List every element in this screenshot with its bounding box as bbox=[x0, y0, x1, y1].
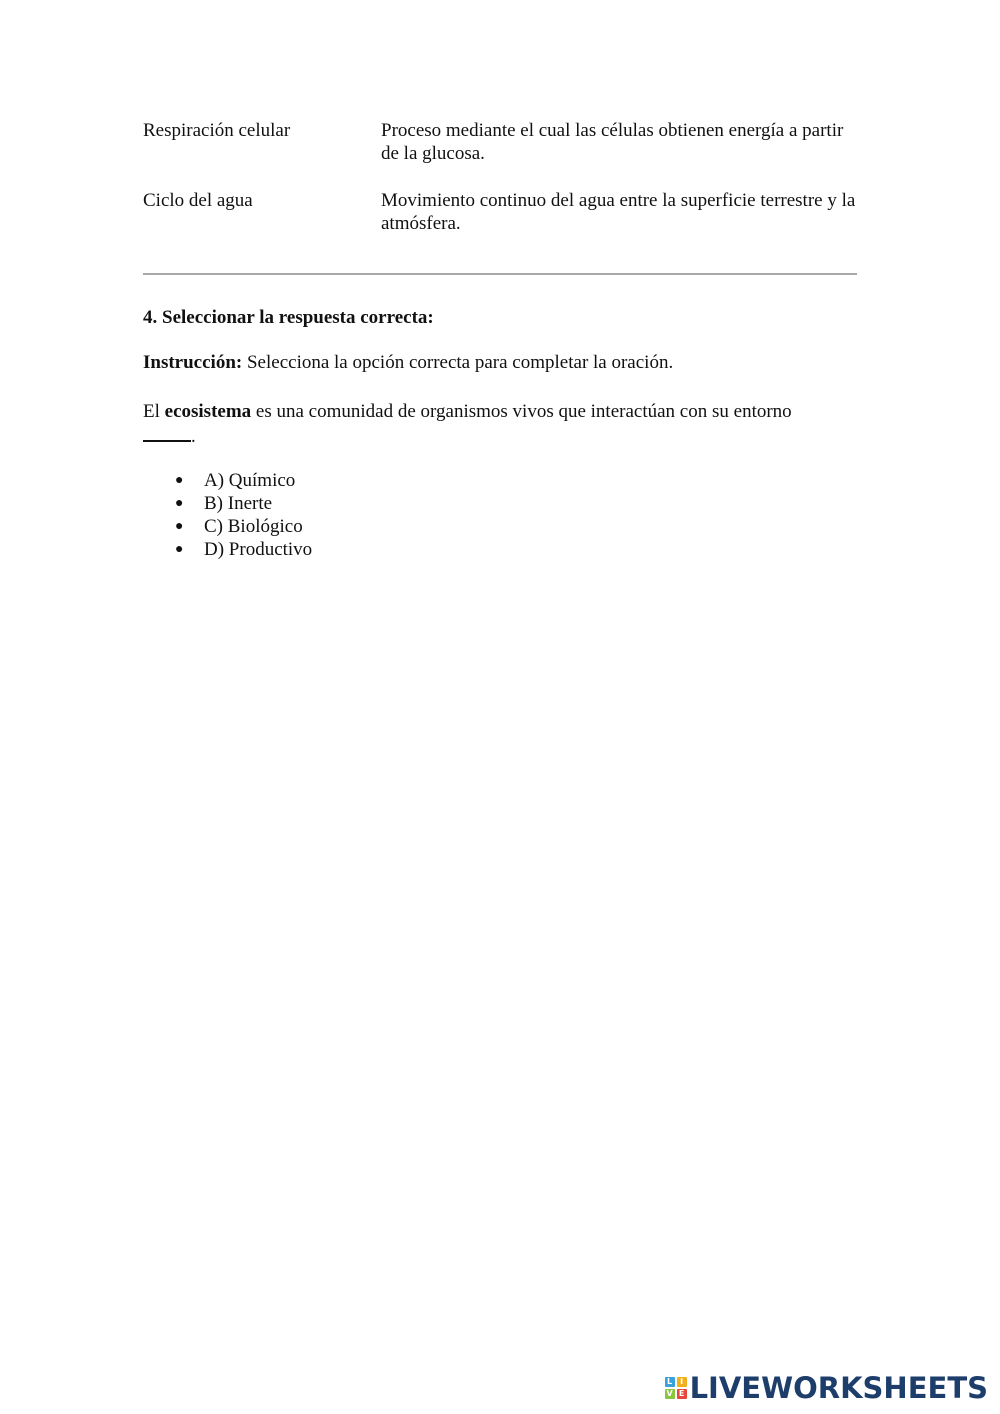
sentence-start: El bbox=[143, 401, 165, 422]
option-item[interactable] bbox=[143, 515, 312, 538]
logo-mark-square: L bbox=[665, 1377, 675, 1387]
option-label: D) Productivo bbox=[204, 539, 313, 560]
logo-mark-icon bbox=[665, 1377, 687, 1399]
logo-mark-square: E bbox=[677, 1389, 687, 1399]
bullet-icon: ● bbox=[175, 496, 184, 511]
option-label: C) Biológico bbox=[204, 516, 303, 537]
instruction bbox=[143, 352, 859, 374]
section-title: 4. Seleccionar la respuesta correcta: bbox=[143, 307, 434, 328]
instruction-label: Instrucción: bbox=[143, 352, 243, 373]
answer-options bbox=[143, 469, 312, 561]
definition-description: Proceso mediante el cual las células obtienen energía a partir de la glucosa. bbox=[381, 120, 844, 164]
bullet-icon: ● bbox=[175, 542, 184, 557]
sentence-rest: es una comunidad de organismos vivos que interactúan con su entorno bbox=[251, 401, 792, 422]
logo-mark-square: V bbox=[666, 1389, 673, 1398]
bullet-icon: ● bbox=[175, 519, 184, 534]
instruction-text: Selecciona la opción correcta para completar la oración. bbox=[242, 352, 674, 373]
option-item[interactable] bbox=[143, 469, 312, 492]
logo-mark-square: I bbox=[677, 1377, 687, 1387]
liveworksheets-logo bbox=[665, 1370, 988, 1406]
answer-blank[interactable] bbox=[143, 426, 191, 442]
option-label: B) Inerte bbox=[204, 493, 273, 514]
option-label: A) Químico bbox=[204, 470, 296, 491]
question-sentence bbox=[143, 399, 859, 449]
sentence-keyword: ecosistema bbox=[164, 401, 252, 422]
option-item[interactable] bbox=[143, 538, 312, 561]
option-item[interactable] bbox=[143, 492, 312, 515]
bullet-icon: ● bbox=[175, 473, 184, 488]
definition-term: Ciclo del agua bbox=[143, 190, 253, 211]
definition-description: Movimiento continuo del agua entre la superficie terrestre y la atmósfera. bbox=[381, 190, 856, 234]
section-divider bbox=[143, 273, 857, 275]
definition-term: Respiración celular bbox=[143, 120, 291, 141]
logo-text: LIVEWORKSHEETS bbox=[689, 1371, 988, 1405]
sentence-end: . bbox=[191, 426, 196, 447]
